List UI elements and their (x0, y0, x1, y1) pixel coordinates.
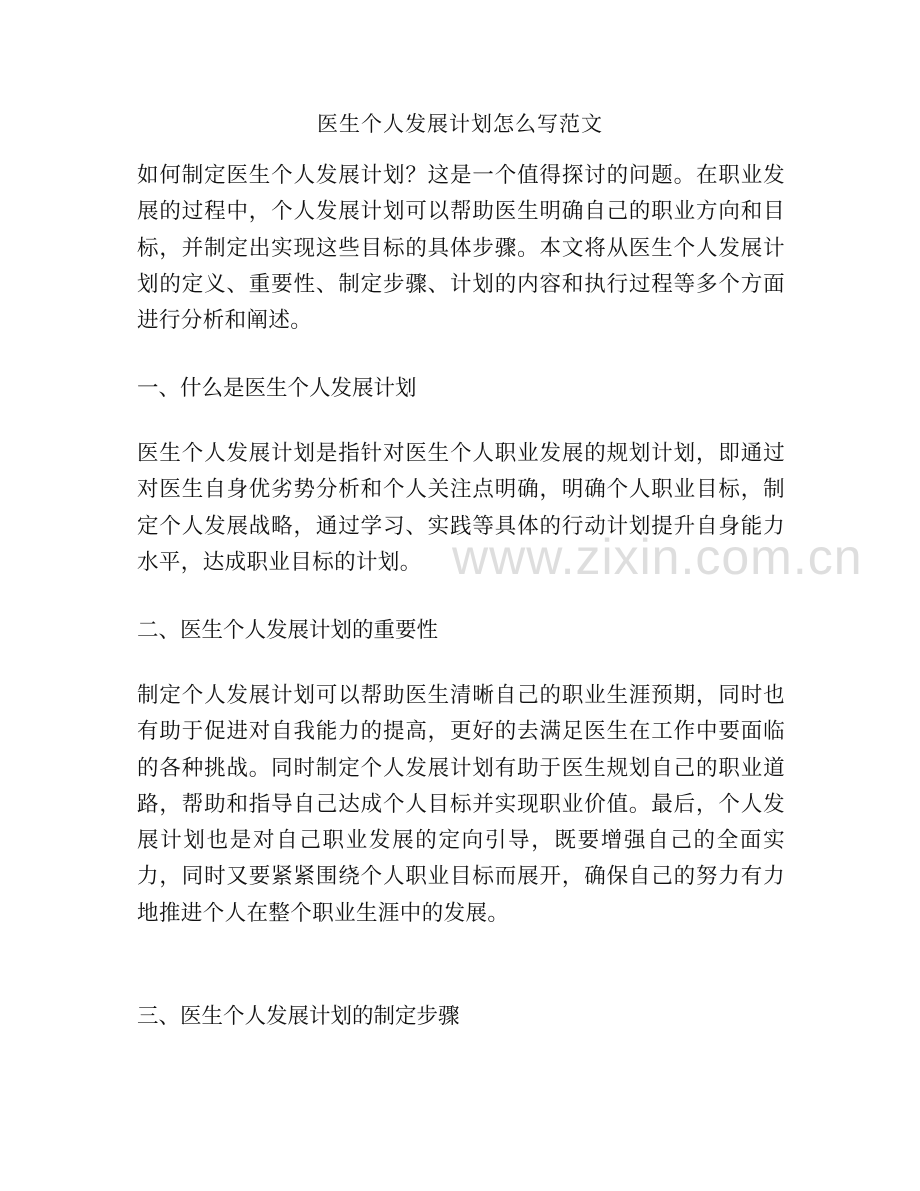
document-title: 医生个人发展计划怎么写范文 (317, 112, 603, 136)
section-3-heading: 三、医生个人发展计划的制定步骤 (137, 1004, 460, 1029)
section-2-paragraph: 制定个人发展计划可以帮助医生清晰自己的职业生涯预期，同时也有助于促进对自我能力的提高，更好的去满足医生在工作中要面临的各种挑战。同时制定个人发展计划有助于医生规划自己的职业道路，帮助和指导自己达成个人目标并实现职业价值。最后，个人发展计划也是对自己职业发展的定向引导，既要增强自己的全面实力，同时又要紧紧围绕个人职业目标而展开，确保自己的努力有力地推进个人在整个职业生涯中的发展。 (137, 683, 785, 926)
section-1-heading: 一、什么是医生个人发展计划 (137, 376, 417, 401)
watermark: www.zixin.com.cn (452, 529, 863, 585)
intro-paragraph: 如何制定医生个人发展计划？这是一个值得探讨的问题。在职业发展的过程中，个人发展计划可以帮助医生明确自己的职业方向和目标，并制定出实现这些目标的具体步骤。本文将从医生个人发展计划的定义、重要性、制定步骤、计划的内容和执行过程等多个方面进行分析和阐述。 (137, 163, 785, 334)
section-2-heading: 二、医生个人发展计划的重要性 (137, 618, 439, 643)
section-1-paragraph: 医生个人发展计划是指针对医生个人职业发展的规划计划，即通过对医生自身优劣势分析和个人关注点明确，明确个人职业目标，制定个人发展战略，通过学习、实践等具体的行动计划提升自身能力水平，达成职业目标的计划。 (137, 441, 785, 575)
